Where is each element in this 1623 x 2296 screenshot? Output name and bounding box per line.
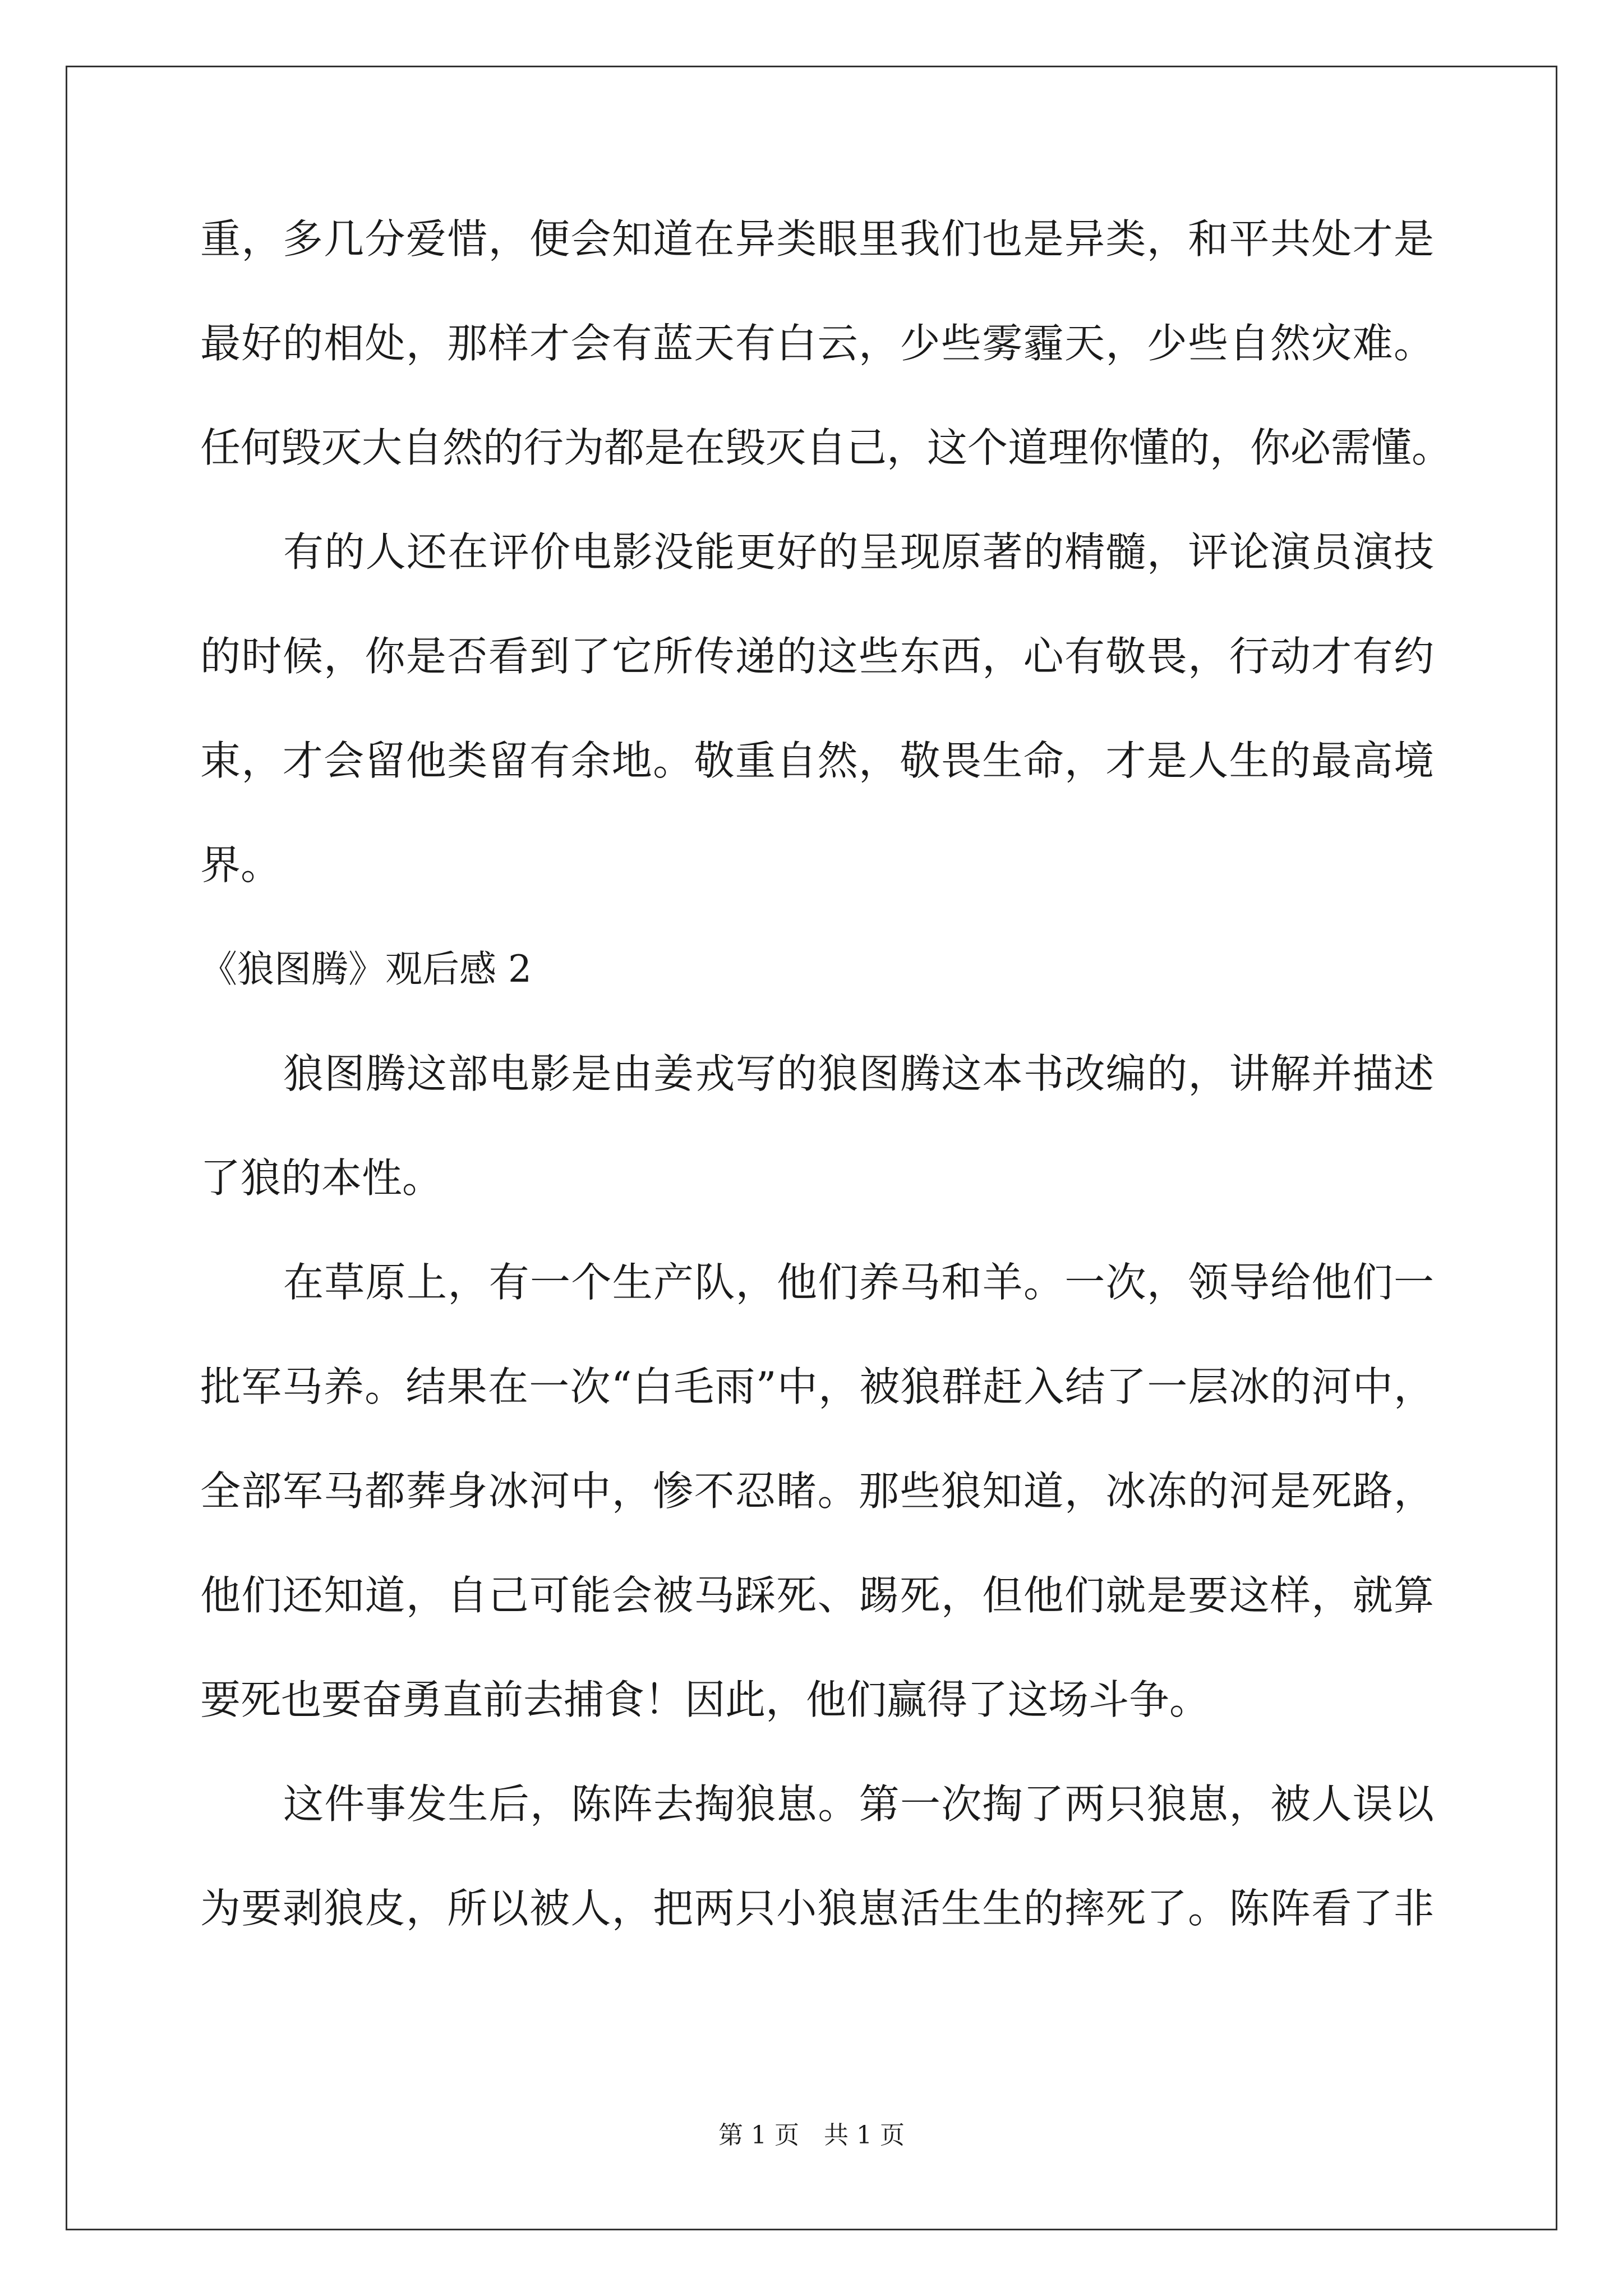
text-line: 重，多几分爱惜，便会知道在异类眼里我们也是异类，和平共处才是 [200,215,1434,263]
text-line: 批军马养。结果在一次“白毛雨”中，被狼群赶入结了一层冰的河中， [200,1363,1434,1410]
text-line: 的时候，你是否看到了它所传递的这些东西，心有敬畏，行动才有约 [200,633,1434,680]
text-line: 束，才会留他类留有余地。敬重自然，敬畏生命，才是人生的最高境 [200,737,1434,784]
text-line: 任何毁灭大自然的行为都是在毁灭自己，这个道理你懂的，你必需懂。 [200,424,1453,471]
text-line: 界。 [200,841,282,889]
text-line: 为要剥狼皮，所以被人，把两只小狼崽活生生的摔死了。陈阵看了非 [200,1885,1434,1932]
text-line: 他们还知道，自己可能会被马踩死、踢死，但他们就是要这样，就算 [200,1572,1434,1619]
text-line: 有的人还在评价电影没能更好的呈现原著的精髓，评论演员演技 [283,528,1434,576]
section-heading: 《狼图腾》观后感 2 [200,947,532,991]
text-line: 狼图腾这部电影是由姜戎写的狼图腾这本书改编的，讲解并描述 [283,1050,1434,1097]
text-line: 要死也要奋勇直前去捕食！因此，他们赢得了这场斗争。 [200,1676,1210,1723]
text-line: 最好的相处，那样才会有蓝天有白云，少些雾霾天，少些自然灾难。 [200,320,1434,367]
document-body [200,215,1453,1989]
page-number: 第 1 页 [718,2121,799,2150]
text-line: 全部军马都葬身冰河中，惨不忍睹。那些狼知道，冰冻的河是死路， [200,1467,1434,1515]
page-footer [0,2120,1623,2151]
page-total: 共 1 页 [824,2121,905,2150]
text-line: 了狼的本性。 [200,1154,443,1202]
text-line: 这件事发生后，陈阵去掏狼崽。第一次掏了两只狼崽，被人误以 [283,1780,1434,1828]
text-line: 在草原上，有一个生产队，他们养马和羊。一次，领导给他们一 [283,1259,1434,1306]
